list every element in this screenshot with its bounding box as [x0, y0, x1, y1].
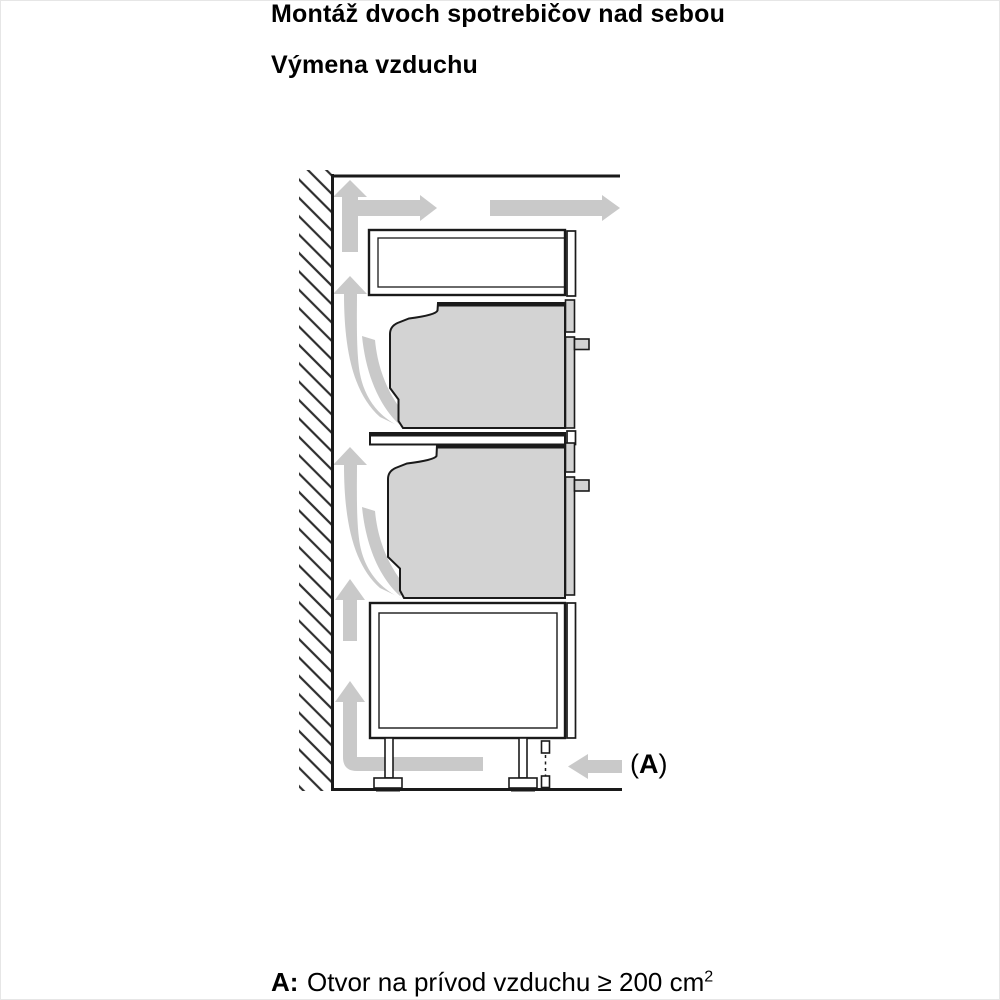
- inlet-label: [630, 750, 668, 778]
- air-inlet-arrow: [568, 754, 622, 779]
- inlet-label-letter: A: [639, 749, 659, 779]
- top-vent-compartment: [369, 230, 576, 296]
- cabinet-column: [369, 230, 589, 792]
- inlet-label-open-paren: (: [630, 749, 639, 779]
- page-title: Montáž dvoch spotrebičov nad sebou: [271, 0, 726, 28]
- inlet-label-close-paren: ): [658, 749, 668, 779]
- upper-appliance-control-panel: [566, 300, 575, 332]
- foot-right: [519, 738, 527, 778]
- airflow-up-arrow-mid: [335, 579, 365, 641]
- upper-appliance-door-front: [566, 337, 575, 428]
- upper-appliance: [390, 300, 589, 428]
- lower-appliance-door-front: [566, 477, 575, 595]
- footnote: [271, 969, 713, 996]
- upper-appliance-handle: [575, 339, 590, 350]
- shelf-between-appliances: [370, 431, 576, 445]
- wall-hatching: [299, 170, 332, 791]
- airflow-right-arrow: [490, 195, 620, 221]
- section-subtitle: Výmena vzduchu: [271, 51, 479, 79]
- lower-appliance-control-panel: [566, 443, 575, 472]
- upper-appliance-body: [390, 303, 565, 428]
- lower-appliance-handle: [575, 480, 590, 491]
- footnote-superscript: 2: [704, 967, 714, 986]
- base-cabinet: [370, 603, 576, 738]
- lower-appliance-body: [388, 445, 565, 598]
- footnote-key: A:: [271, 967, 299, 997]
- lower-appliance: [388, 443, 589, 598]
- footnote-text: Otvor na prívod vzduchu ≥ 200 cm: [307, 967, 705, 997]
- foot-left: [385, 738, 393, 778]
- air-inlet-marker: [542, 741, 550, 788]
